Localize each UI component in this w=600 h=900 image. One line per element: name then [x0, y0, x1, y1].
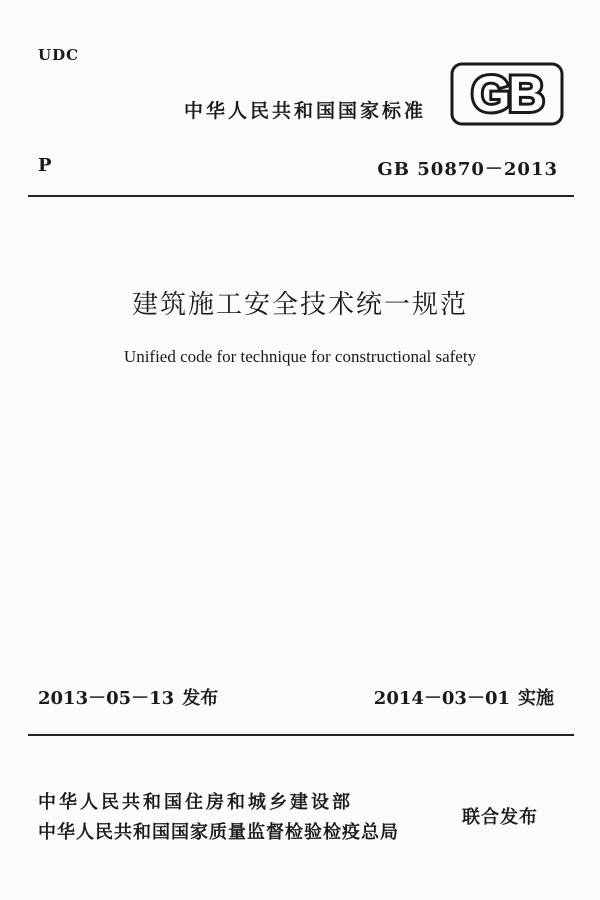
standard-number: GB 50870－2013 — [377, 159, 558, 180]
joint-publish-label: 联合发布 — [462, 807, 538, 828]
issue-label: 发布 — [182, 688, 219, 709]
publisher-1: 中华人民共和国住房和城乡建设部 — [38, 792, 353, 813]
title-chinese: 建筑施工安全技术统一规范 — [131, 290, 468, 320]
title-english: Unified code for technique for constructional safety — [123, 347, 477, 366]
standard-type: 中华人民共和国国家标准 — [183, 100, 426, 122]
implement-date-block — [374, 684, 554, 710]
gb-logo — [450, 62, 564, 126]
issue-date-block — [38, 684, 218, 710]
issue-date: 2013－05－13 — [38, 688, 175, 709]
implement-label: 实施 — [518, 688, 554, 709]
gb-logo-text: GB — [471, 66, 543, 122]
udc-label: UDC — [38, 46, 80, 64]
top-divider — [28, 195, 574, 197]
publisher-2: 中华人民共和国国家质量监督检验检疫总局 — [38, 822, 399, 843]
category-code: P — [38, 155, 52, 176]
implement-date: 2014－03－01 — [373, 688, 510, 709]
bottom-divider — [28, 734, 574, 736]
